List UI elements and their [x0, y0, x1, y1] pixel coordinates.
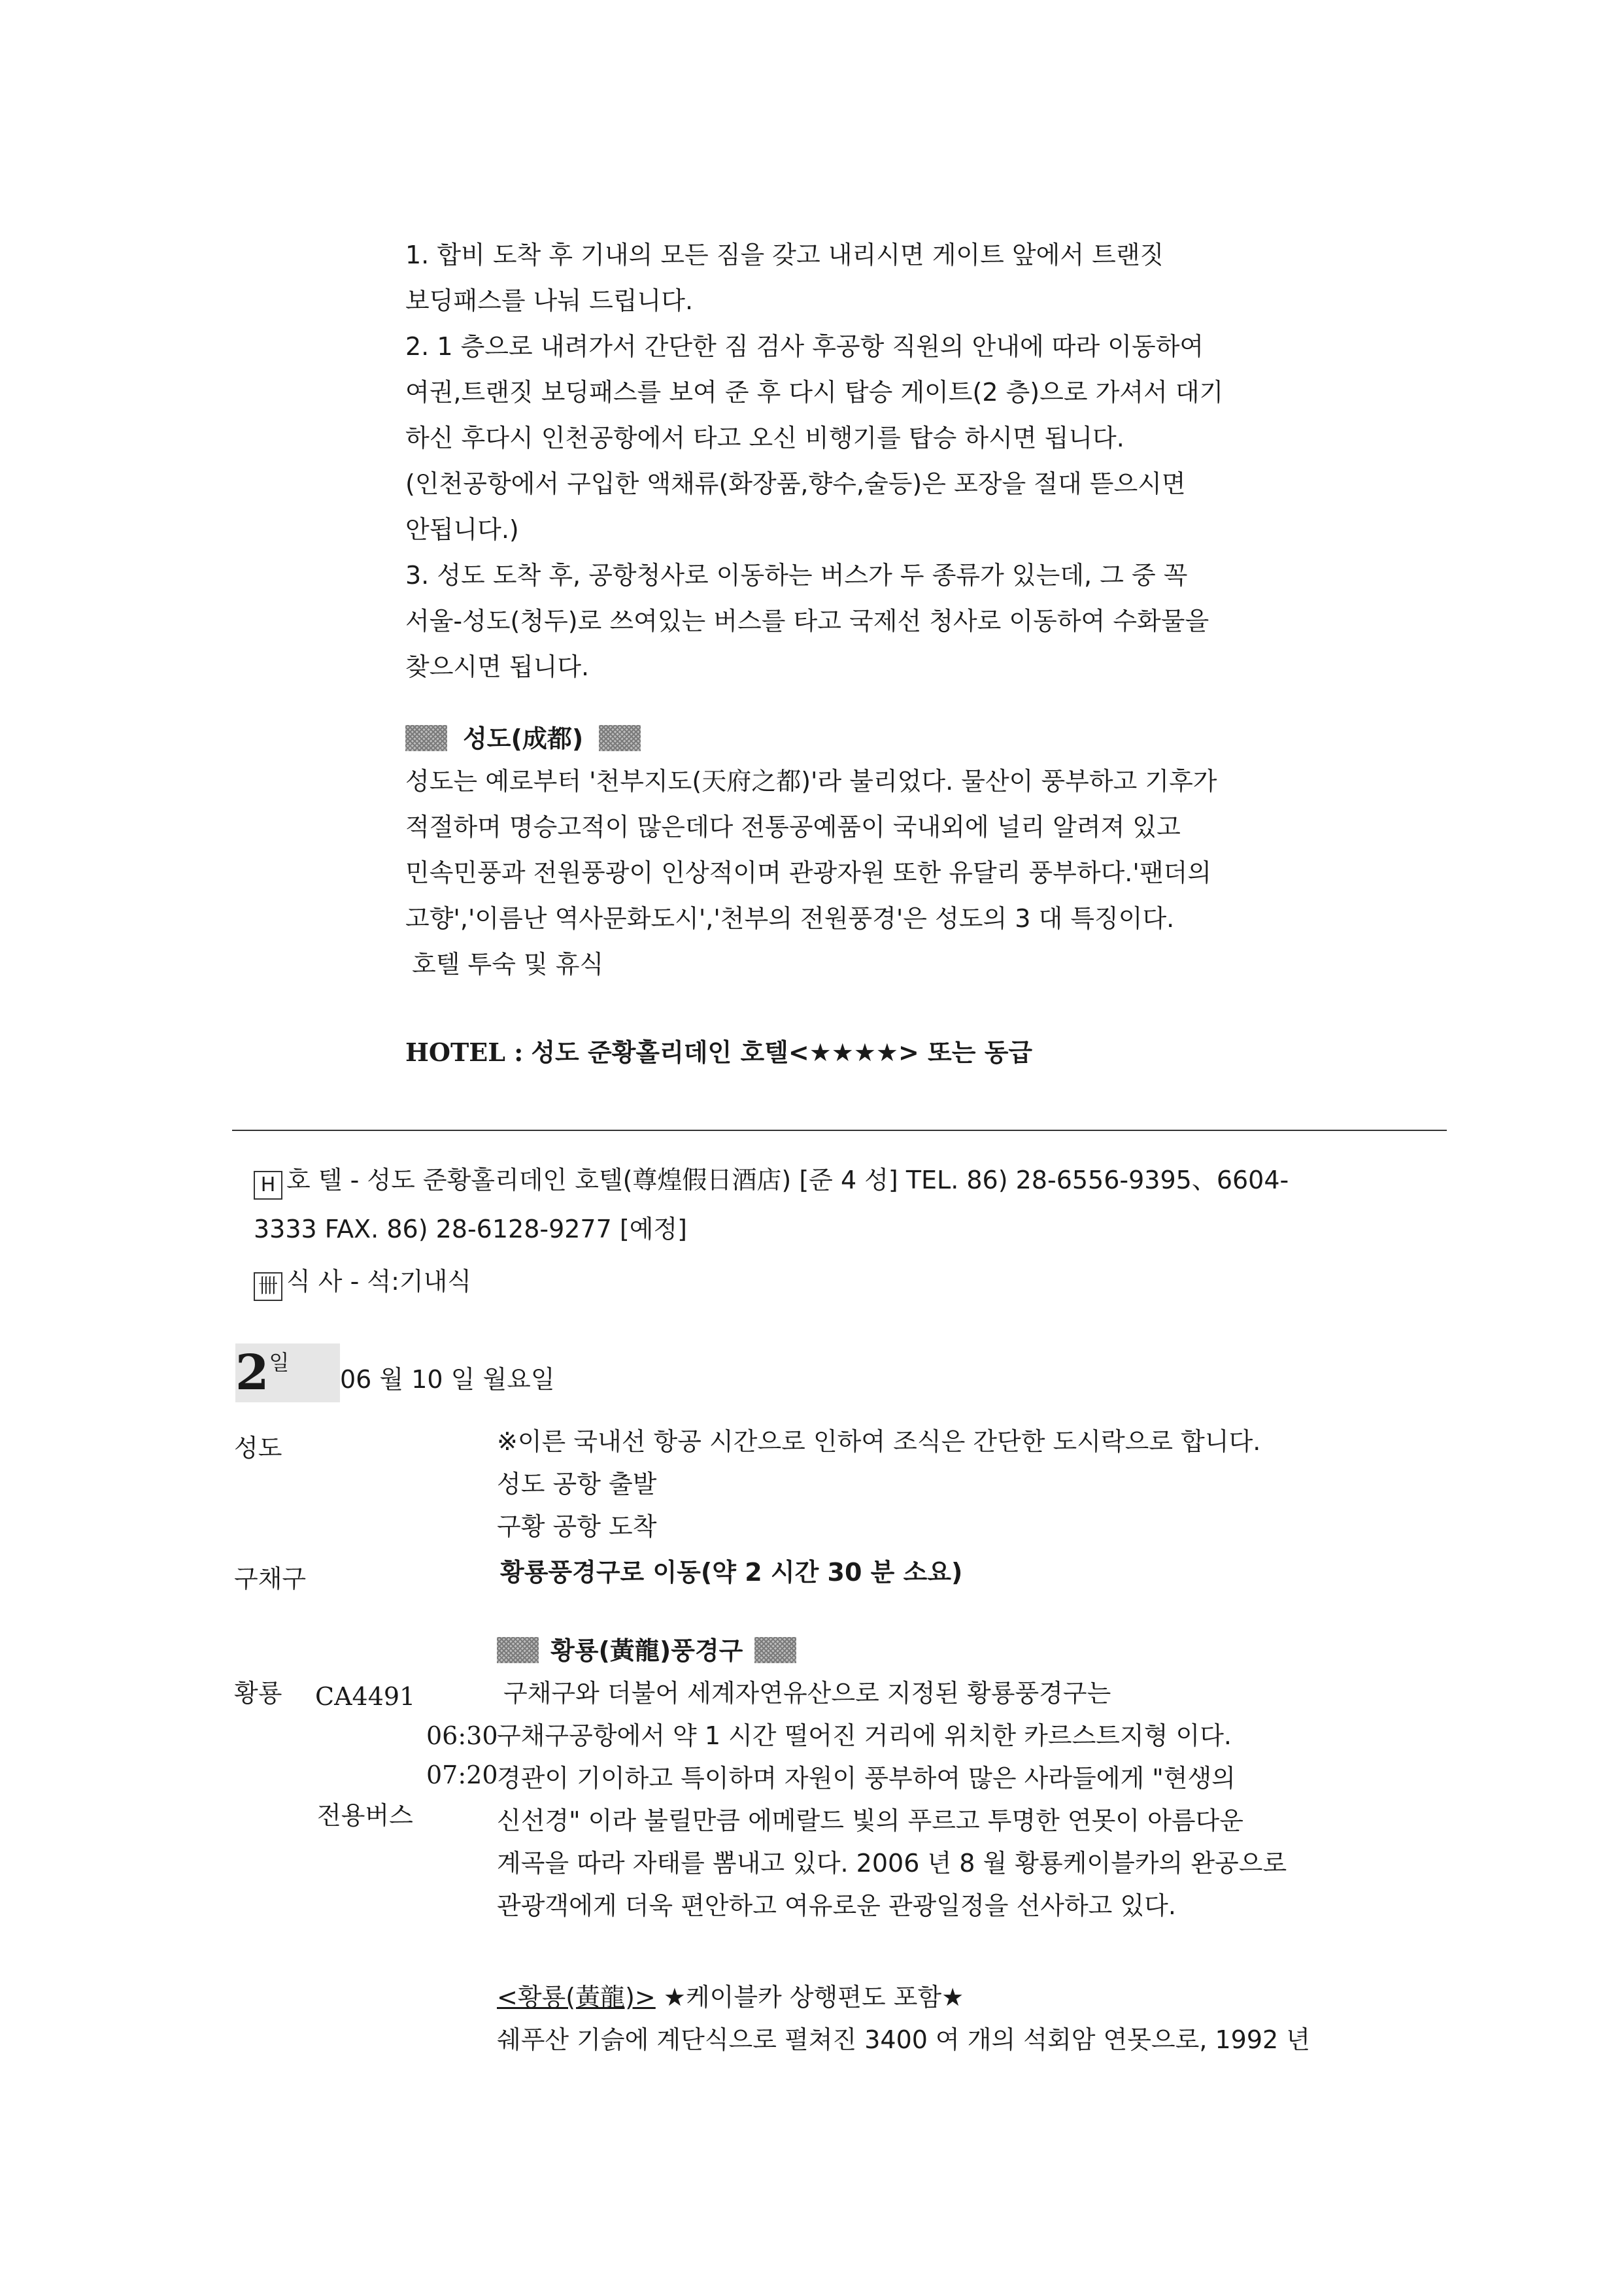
chengdu-heading: 성도(成都): [405, 716, 641, 762]
schedule-line: 황룡풍경구로 이동(약 2 시간 30 분 소요): [500, 1558, 963, 1587]
note-line: 여권,트랜짓 보딩패스를 보여 준 후 다시 탑승 게이트(2 층)으로 가셔서 대기: [405, 378, 1224, 407]
schedule-line: 구황 공항 도착: [497, 1512, 657, 1541]
schedule-line: ※이른 국내선 항공 시간으로 인하여 조식은 간단한 도시락으로 합니다.: [497, 1427, 1261, 1456]
huanglong-line: 구채구공항에서 약 1 시간 떨어진 거리에 위치한 카르스트지형 이다.: [497, 1721, 1232, 1750]
huanglong-detail: 쉐푸산 기슭에 계단식으로 펼쳐진 3400 여 개의 석회암 연못으로, 1992 년: [497, 2025, 1310, 2054]
hotel-info-cont: 3333 FAX. 86) 28-6128-9277 [예정]: [254, 1215, 687, 1243]
meal-info: 卌 식 사 - 석:기내식: [254, 1258, 471, 1304]
hatch-pattern: [754, 1637, 796, 1663]
day-badge: 2일: [235, 1343, 340, 1402]
chengdu-line: 성도는 예로부터 '천부지도(天府之都)'라 불리었다. 물산이 풍부하고 기후가: [405, 767, 1217, 796]
huanglong-line: 신선경" 이라 불릴만큼 에메랄드 빛의 푸르고 투명한 연못이 아름다운: [497, 1806, 1243, 1835]
huanglong-line: 경관이 기이하고 특이하며 자원이 풍부하여 많은 사라들에게 "현생의: [497, 1764, 1236, 1793]
transport-label: 전용버스: [317, 1801, 413, 1830]
hotel-icon: H: [254, 1171, 282, 1200]
chengdu-line: 민속민풍과 전원풍광이 인상적이며 관광자원 또한 유달리 풍부하다.'팬더의: [405, 858, 1211, 887]
chengdu-line: 적절하며 명승고적이 많은데다 전통공예품이 국내외에 널리 알려져 있고: [405, 813, 1181, 841]
note-line: 3. 성도 도착 후, 공항청사로 이동하는 버스가 두 종류가 있는데, 그 중 꼭: [405, 561, 1188, 590]
huanglong-line: 관광객에게 더욱 편안하고 여유로운 관광일정을 선사하고 있다.: [497, 1891, 1176, 1920]
chengdu-line: 고향','이름난 역사문화도시','천부의 전원풍경'은 성도의 3 대 특징이다.: [405, 904, 1175, 933]
note-line: 보딩패스를 나눠 드립니다.: [405, 286, 694, 315]
sub-heading: <황룡(黃龍)> ★케이블카 상행편도 포함★: [497, 1983, 964, 2012]
note-line: 서울-성도(청두)로 쓰여있는 버스를 타고 국제선 청사로 이동하여 수화물을: [405, 607, 1209, 635]
meal-icon: 卌: [254, 1272, 282, 1301]
hotel-info: H 호 텔 - 성도 준황홀리데인 호텔(尊煌假日酒店) [준 4 성] TEL. 86) 28-6556-9395、6604-: [254, 1157, 1289, 1203]
day-date: 06 월 10 일 월요일: [340, 1365, 555, 1394]
hatch-pattern: [599, 725, 641, 751]
note-line: 하신 후다시 인천공항에서 타고 오신 비행기를 탑승 하시면 됩니다.: [405, 424, 1124, 452]
huanglong-heading: 황룡(黃龍)풍경구: [497, 1628, 796, 1674]
time-label: 06:30: [426, 1721, 498, 1750]
huanglong-line: 계곡을 따라 자태를 뽐내고 있다. 2006 년 8 월 황룡케이블카의 완공으로: [497, 1849, 1287, 1878]
note-line: 1. 합비 도착 후 기내의 모든 짐을 갖고 내리시면 게이트 앞에서 트랜짓: [405, 241, 1164, 269]
schedule-line: 성도 공항 출발: [497, 1470, 657, 1498]
time-label: 07:20: [426, 1761, 498, 1789]
place-label: 성도: [234, 1434, 282, 1462]
place-label: 황룡: [234, 1679, 282, 1708]
hatch-pattern: [497, 1637, 539, 1663]
chengdu-line: 호텔 투숙 및 휴식: [412, 950, 604, 979]
note-line: (인천공항에서 구입한 액채류(화장품,향수,술등)은 포장을 절대 뜯으시면: [405, 469, 1186, 498]
flight-number: CA4491: [315, 1682, 416, 1711]
divider: [232, 1130, 1447, 1131]
note-line: 2. 1 층으로 내려가서 간단한 짐 검사 후공항 직원의 안내에 따라 이동하여: [405, 332, 1204, 361]
huanglong-line: 구채구와 더불어 세계자연유산으로 지정된 황룡풍경구는: [503, 1679, 1111, 1708]
note-line: 찾으시면 됩니다.: [405, 652, 590, 681]
place-label: 구채구: [234, 1564, 307, 1593]
note-line: 안됩니다.): [405, 515, 519, 544]
hotel-heading: HOTEL : 성도 준황홀리데인 호텔<★★★★> 또는 동급: [405, 1038, 1033, 1067]
hatch-pattern: [405, 725, 447, 751]
